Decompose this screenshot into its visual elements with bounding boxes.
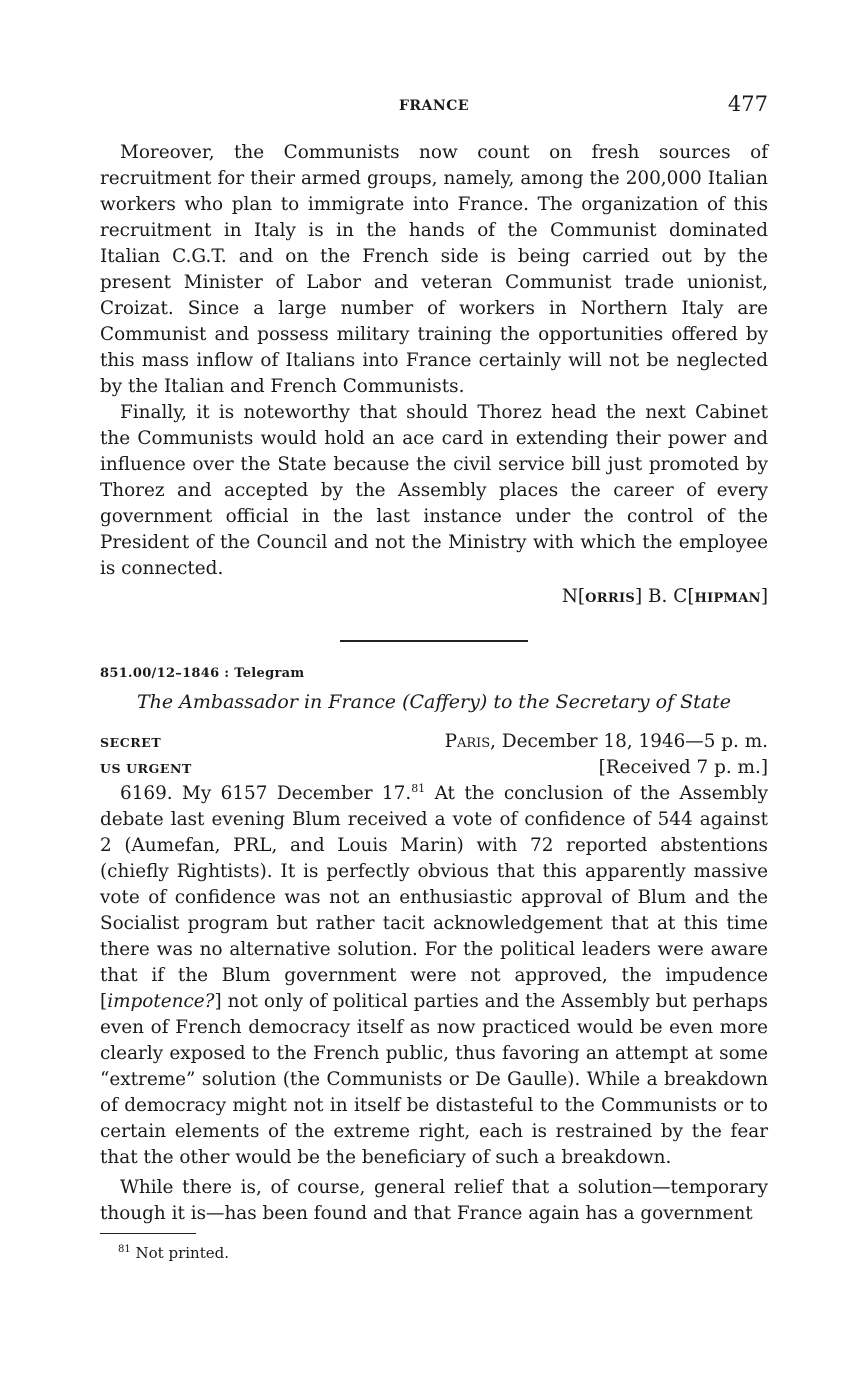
meta-row-priority xyxy=(100,755,768,781)
paragraph-thorez: Finally, it is noteworthy that should Thorez head the next Cabinet the Communists would hold an ace card in extending their power and influence over the State because the civil service bill just promoted by Thorez and accepted by the Assembly places the career of every government official in the last instance under the control of the President of the Council and not the Ministry with which the employee is connected. xyxy=(100,402,768,579)
body1-end: ] not only of political parties and the Assembly but perhaps even of French democracy itself as now practiced would be even more clearly exposed to the French public, thus favoring an attempt at some “extreme” solution (the Communists or De Gaulle). While a breakdown of democracy might not in itself be distasteful to the Communists or to certain elements of the extreme right, each is restrained by the fear that the other would be the beneficiary of such a breakdown. xyxy=(100,991,768,1168)
signature-hipman: HIPMAN xyxy=(694,591,761,606)
document-title: The Ambassador in France (Caffery) to the Secretary of State xyxy=(136,691,732,713)
place: Paris xyxy=(444,731,491,752)
received-time: [Received 7 p. m.] xyxy=(598,757,768,778)
signature xyxy=(100,584,768,612)
running-head xyxy=(100,92,768,122)
footnote xyxy=(100,1244,768,1262)
document-page xyxy=(100,92,768,1262)
place-date xyxy=(445,729,768,755)
signature-orris: ORRIS xyxy=(585,591,636,606)
file-reference: 851.00/12–1846 : Telegram xyxy=(100,666,305,681)
body1-rest: At the conclusion of the Assembly debate last evening Blum received a vote of confidence of 544 against 2 (Aumefan, PRL, and Louis Marin) with 72 reported abstentions (chiefly Rightists). It is perfectly obvious that this apparently massive vote of confidence was not an enthusiastic approval of Blum and the Socialist program but rather tacit acknowledgement that at this time there was no alternative solution. For the political leaders were aware that if the Blum government were not approved, the impudence [ xyxy=(100,783,768,1012)
classification: SECRET xyxy=(100,735,162,750)
date: , December 18, 1946—5 p. m. xyxy=(490,731,768,752)
paragraph-relief: While there is, of course, general relief that a solution—temporary though it is—has been found and that France again has a government xyxy=(100,1177,768,1224)
footnote-number: 81 xyxy=(118,1244,131,1255)
running-head-title: FRANCE xyxy=(398,98,470,114)
signature-b: ] B. C[ xyxy=(635,586,695,607)
body1-italic: impotence? xyxy=(107,991,215,1012)
signature-close: ] xyxy=(760,586,768,607)
footnote-text: Not printed. xyxy=(135,1244,229,1262)
meta-row-classification xyxy=(100,729,768,755)
footnote-reference: 81 xyxy=(411,781,426,795)
section-divider xyxy=(340,640,528,642)
signature-n: N[ xyxy=(561,586,586,607)
paragraph-recruitment: Moreover, the Communists now count on fresh sources of recruitment for their armed groups, namely, among the 200,000 Italian workers who plan to immigrate into France. The organization of this recruitment in Italy is in the hands of the Communist dominated Italian C.G.T. and on the French side is being carried out by the present Minister of Labor and veteran Communist trade unionist, Croizat. Since a large number of workers in Northern Italy are Communist and possess military training the opportunities offered by this mass inflow of Italians into France certainly will not be neglected by the Italian and French Communists. xyxy=(100,142,768,397)
page-number: 477 xyxy=(727,92,768,116)
body1-start: 6169. My 6157 December 17. xyxy=(120,783,412,804)
footnote-rule xyxy=(100,1233,196,1234)
priority: US URGENT xyxy=(100,761,192,776)
paragraph-vote-of-confidence xyxy=(100,781,768,1171)
